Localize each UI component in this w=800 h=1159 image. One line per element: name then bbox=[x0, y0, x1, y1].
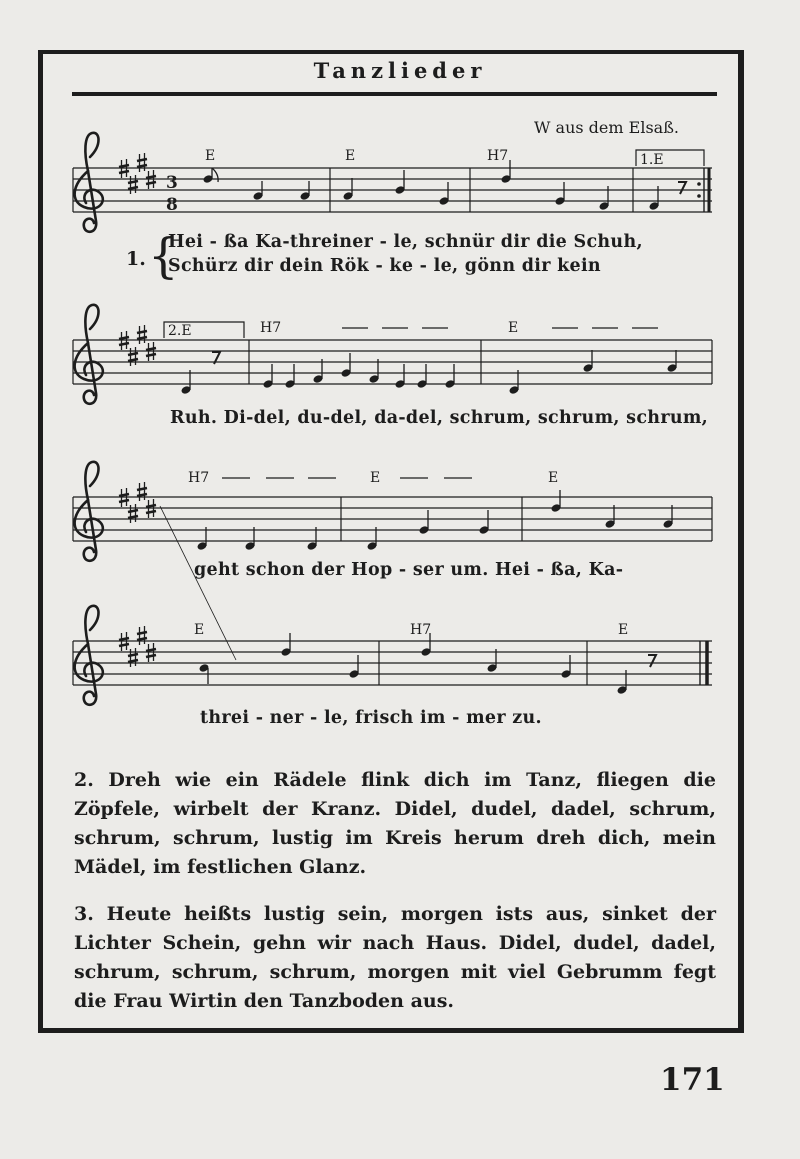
staff-line bbox=[73, 340, 712, 384]
treble-clef-icon bbox=[75, 606, 103, 705]
lyric-line: Hei - ßa Ka-threiner - le, schnür dir die Schuh, bbox=[168, 232, 643, 252]
repeat-dot bbox=[697, 182, 701, 186]
stanza-3: 3. Heute heißts lustig sein, morgen ists aus, sinket der Lichter Schein, gehn wir nach Haus. Didel, dudel, dadel, schrum, schrum, schrum, morgen mit viel Gebrumm fegt die Frau Wirtin den Tanzboden aus. bbox=[74, 903, 716, 1012]
repeat-dot bbox=[697, 194, 701, 198]
chord-symbol: E bbox=[548, 470, 559, 486]
chord-symbol: E bbox=[194, 622, 205, 638]
section-title: Tanzlieder bbox=[313, 58, 487, 83]
time-signature-bottom: 8 bbox=[166, 195, 178, 215]
chord-symbol: E bbox=[508, 320, 519, 336]
rest-icon bbox=[678, 182, 686, 194]
chord-symbol: H7 bbox=[410, 622, 432, 638]
chord-symbol: H7 bbox=[487, 148, 509, 164]
verse-number: 1. bbox=[126, 248, 146, 270]
stanza-2: 2. Dreh wie ein Rädele flink dich im Tanz, fliegen die Zöpfele, wirbelt der Kranz. Didel, dudel, dadel, schrum, schrum, schrum, lustig im Kreis herum dreh dich, mein Mädel, im festlichen Glanz. bbox=[74, 769, 716, 878]
volta-second-label: 2.E bbox=[168, 323, 192, 339]
lyric-line: Ruh. Di-del, du-del, da-del, schrum, schrum, schrum, bbox=[170, 408, 709, 428]
treble-clef-icon bbox=[75, 305, 103, 404]
chord-symbol: E bbox=[345, 148, 356, 164]
page-number: 171 bbox=[660, 1062, 725, 1098]
brace-icon: { bbox=[148, 228, 179, 284]
key-signature bbox=[119, 482, 156, 523]
key-signature bbox=[119, 325, 156, 366]
treble-clef-icon bbox=[75, 462, 103, 561]
chord-symbol: E bbox=[205, 148, 216, 164]
lyric-line: threi - ner - le, frisch im - mer zu. bbox=[200, 708, 542, 728]
lyric-line: Schürz dir dein Rök - ke - le, gönn dir kein bbox=[168, 256, 601, 276]
treble-clef-icon bbox=[75, 133, 103, 232]
time-signature-top: 3 bbox=[166, 173, 178, 193]
chord-symbol: E bbox=[370, 470, 381, 486]
staff-line bbox=[73, 641, 712, 685]
volta-first-label: 1.E bbox=[640, 152, 664, 168]
lyric-line: geht schon der Hop - ser um. Hei - ßa, Ka- bbox=[194, 560, 624, 580]
chord-symbol: E bbox=[618, 622, 629, 638]
key-signature bbox=[119, 153, 156, 194]
chord-symbol: H7 bbox=[188, 470, 210, 486]
staff-line bbox=[73, 497, 712, 541]
rest-icon bbox=[648, 655, 656, 667]
key-signature bbox=[119, 626, 156, 667]
chord-symbol: H7 bbox=[260, 320, 282, 336]
notes-system-3 bbox=[196, 490, 673, 551]
song-origin: W aus dem Elsaß. bbox=[534, 118, 679, 137]
